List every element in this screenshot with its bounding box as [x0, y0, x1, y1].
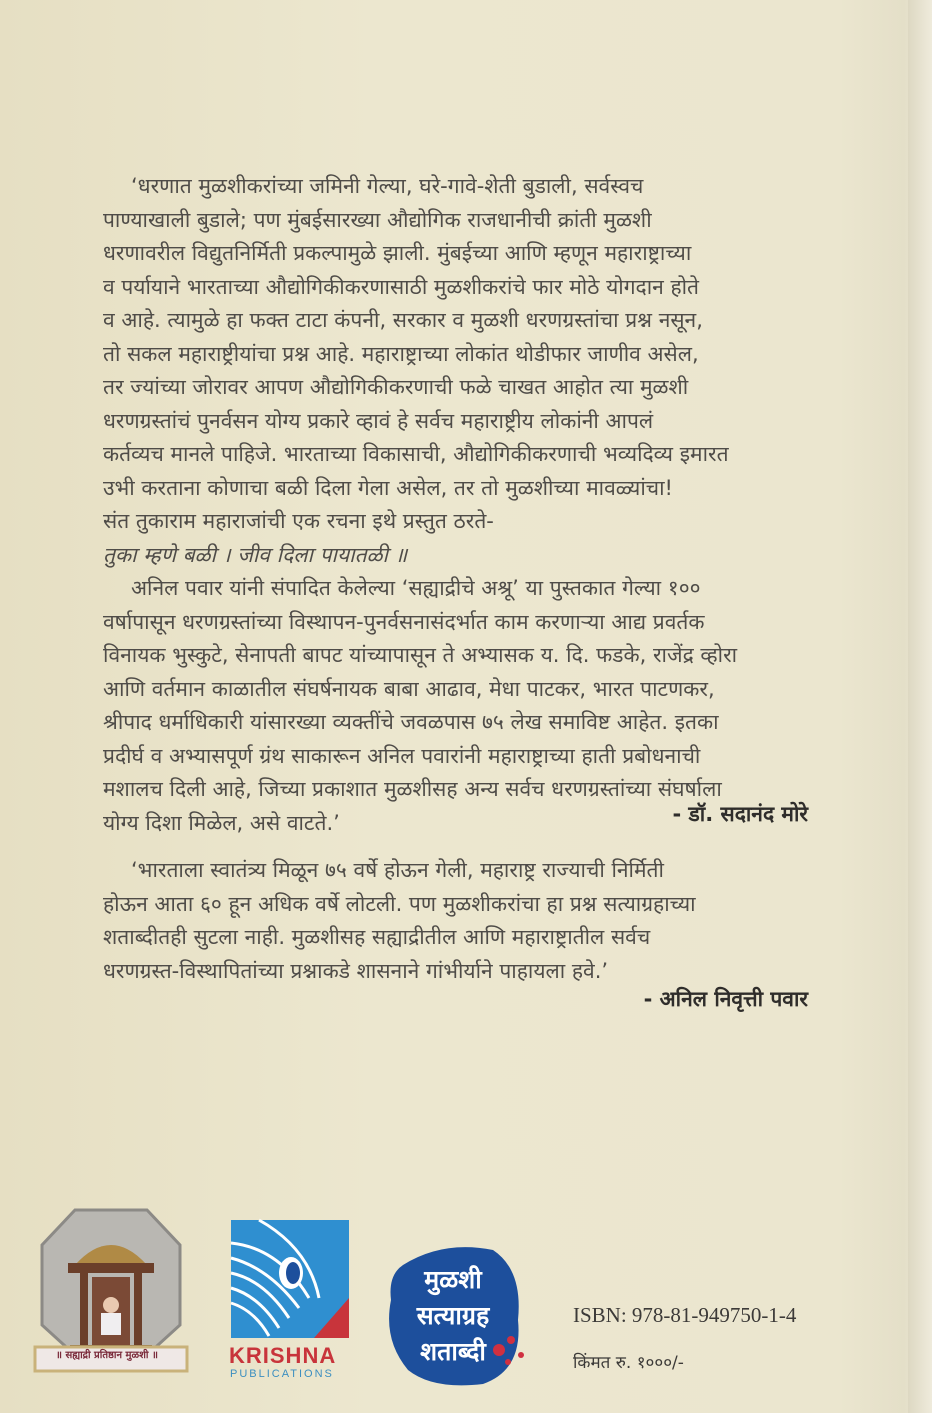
text-line: वर्षापासून धरणग्रस्तांच्या विस्थापन-पुनर्वसनासंदर्भात काम करणाऱ्या आद्य प्रवर्तक — [103, 609, 705, 634]
text-line: कर्तव्यच मानले पाहिजे. भारताच्या विकासाची, औद्योगिकीकरणाची भव्यदिव्य इमारत — [103, 442, 729, 466]
text-line: ‘भारताला स्वातंत्र्य मिळून ७५ वर्षे होऊन गेली, महाराष्ट्र राज्याची निर्मिती — [131, 858, 664, 882]
quote-2-author: - अनिल निवृत्ती पवार — [643, 987, 808, 1011]
text-line: होऊन आता ६० हून अधिक वर्षे लोटली. पण मुळशीकरांचा हा प्रश्न सत्याग्रहाच्या — [103, 891, 696, 916]
quote-2 — [103, 854, 813, 988]
text-line: व पर्यायाने भारताच्या औद्योगिकीकरणासाठी मुळशीकरांचे फार मोठे योगदान होते — [103, 274, 700, 299]
quote-1-author: - डॉ. सदानंद मोरे — [672, 802, 808, 826]
text-line: श्रीपाद धर्माधिकारी यांसारख्या व्यक्तींचे जवळपास ७५ लेख समाविष्ट आहेत. इतका — [103, 710, 719, 734]
text-line: व आहे. त्यामुळे हा फक्त टाटा कंपनी, सरकार व मुळशी धरणग्रस्तांचा प्रश्न नसून, — [103, 308, 703, 332]
quote-1 — [103, 170, 813, 840]
text-line: धरणग्रस्तांचं पुनर्वसन योग्य प्रकारे व्हावं हे सर्वच महाराष्ट्रीय लोकांनी आपलं — [103, 408, 654, 433]
text-line: विनायक भुस्कुटे, सेनापती बापट यांच्यापासून ते अभ्यासक य. दि. फडके, राजेंद्र व्होरा — [103, 643, 738, 667]
verse-line: तुका म्हणे बळी । जीव दिला पायातळी ॥ — [103, 542, 408, 567]
badge-line: शताब्दी — [420, 1337, 486, 1366]
isbn: ISBN: 978-81-949750-1-4 — [573, 1303, 797, 1327]
publisher-subtitle: PUBLICATIONS — [230, 1368, 334, 1380]
text-line: उभी करताना कोणाचा बळी दिला गेला असेल, तर तो मुळशीच्या मावळ्यांचा! — [103, 475, 673, 500]
text-line: आणि वर्तमान काळातील संघर्षनायक बाबा आढाव, मेधा पाटकर, भारत पाटणकर, — [103, 676, 715, 701]
text-line: योग्य दिशा मिळेल, असे वाटते.’ — [103, 810, 340, 835]
text-line: संत तुकाराम महाराजांची एक रचना इथे प्रस्तुत ठरते- — [103, 509, 494, 533]
centenary-badge-text — [388, 1262, 518, 1370]
badge-line: सत्याग्रह — [416, 1301, 490, 1330]
text-line: मशालच दिली आहे, जिच्या प्रकाशात मुळशीसह अन्य सर्वच धरणग्रस्तांच्या संघर्षाला — [103, 777, 722, 801]
text-line: शताब्दीतही सुटला नाही. मुळशीसह सह्याद्रीतील आणि महाराष्ट्रातील सर्वच — [103, 925, 651, 949]
text-line: तर ज्यांच्या जोरावर आपण औद्योगिकीकरणाची फळे चाखत आहोत त्या मुळशी — [103, 375, 689, 399]
text-line: ‘धरणात मुळशीकरांच्या जमिनी गेल्या, घरे-गावे-शेती बुडाली, सर्वस्वच — [131, 174, 644, 198]
text-line: प्रदीर्घ व अभ्यासपूर्ण ग्रंथ साकारून अनिल पवारांनी महाराष्ट्राच्या हाती प्रबोधनाची — [103, 743, 701, 768]
text-line: धरणावरील विद्युतनिर्मिती प्रकल्पामुळे झाली. मुंबईच्या आणि म्हणून महाराष्ट्राच्या — [103, 241, 692, 265]
text-line: धरणग्रस्त-विस्थापितांच्या प्रश्नाकडे शासनाने गांभीर्याने पाहायला हवे.’ — [103, 958, 609, 983]
badge-line: मुळशी — [424, 1265, 482, 1294]
emblem-label: ॥ सह्याद्री प्रतिष्ठान मुळशी ॥ — [55, 1350, 158, 1361]
text-line: अनिल पवार यांनी संपादित केलेल्या ‘सह्याद्रीचे अश्रू’ या पुस्तकात गेल्या १०० — [131, 576, 701, 600]
publisher-name: KRISHNA — [229, 1343, 337, 1368]
spine-edge — [908, 0, 932, 1413]
text-line: तो सकल महाराष्ट्रीयांचा प्रश्न आहे. महाराष्ट्राच्या लोकांत थोडीफार जाणीव असेल, — [103, 341, 699, 366]
text-line: पाण्याखाली बुडाले; पण मुंबईसारख्या औद्योगिक राजधानीची क्रांती मुळशी — [103, 207, 652, 232]
price: किंमत रु. १०००/- — [573, 1353, 684, 1373]
